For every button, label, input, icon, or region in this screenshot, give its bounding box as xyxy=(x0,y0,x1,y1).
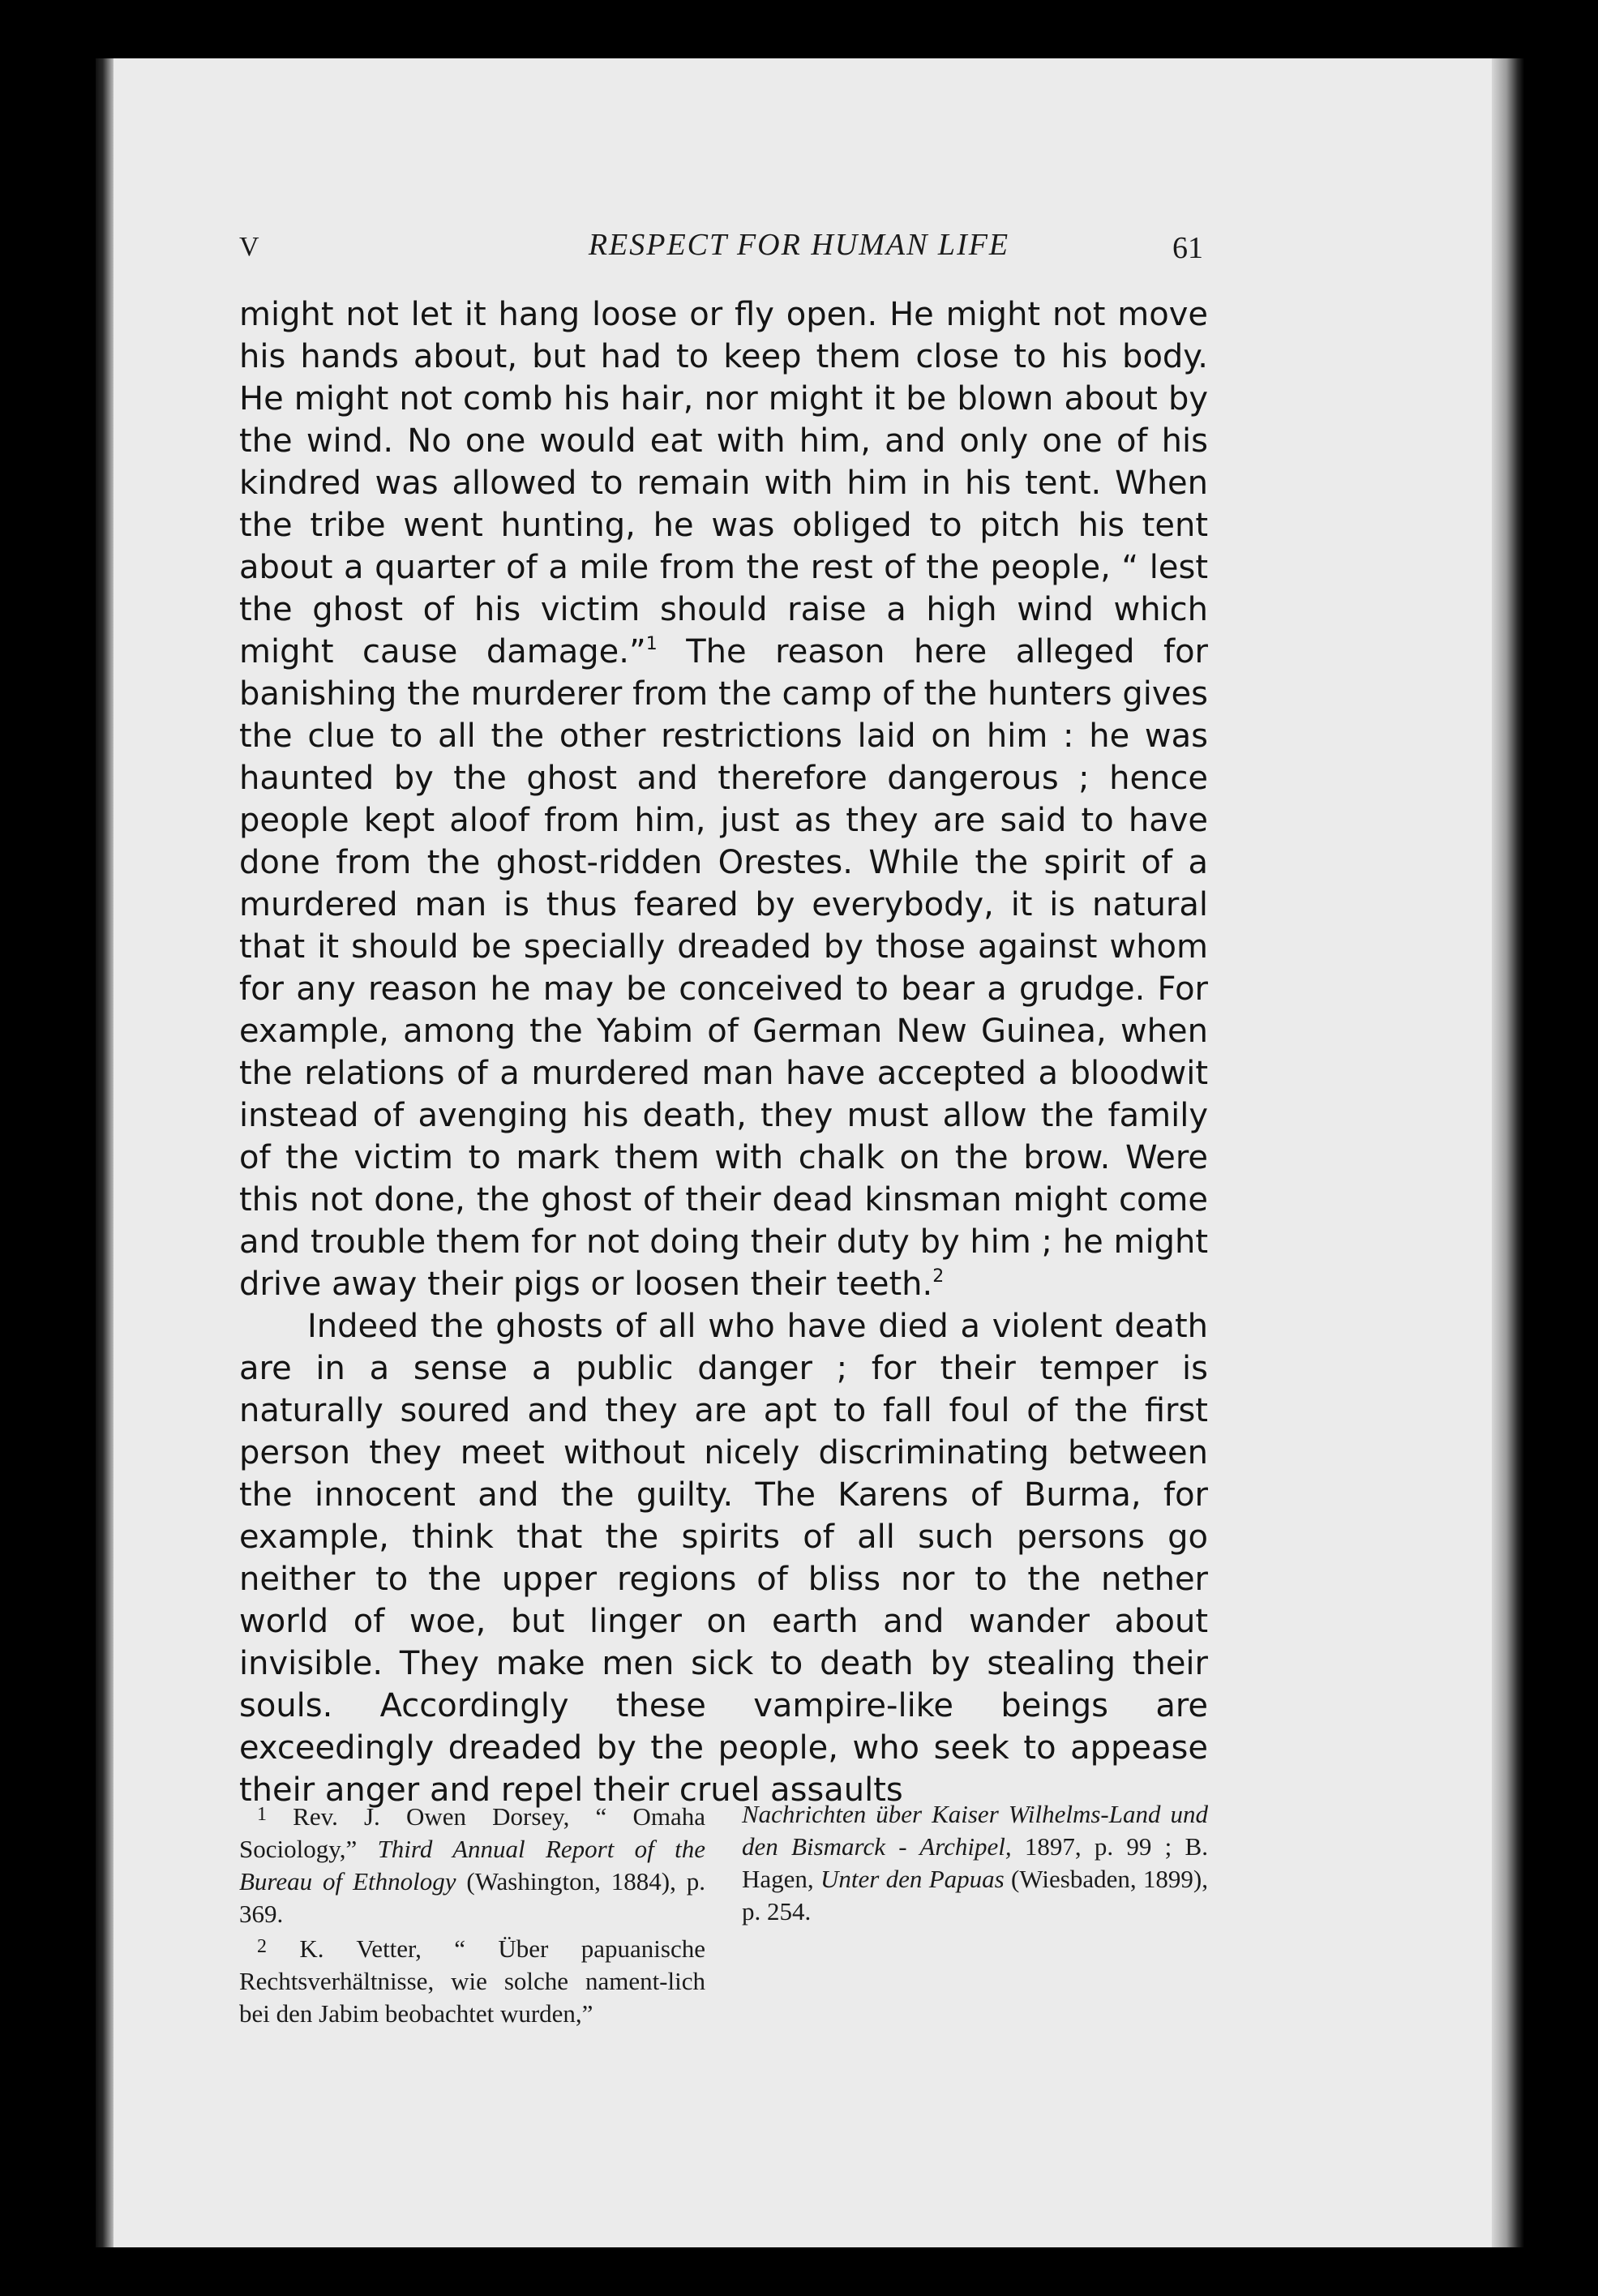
footnote-ref-2: 2 xyxy=(932,1266,945,1287)
paragraph-2: Indeed the ghosts of all who have died a violent death are in a sense a public danger ; for their temper is naturally soured and they are apt to fall foul of the first person they meet without nicely discriminating between the innocent and the guilty. The Karens of Burma, for example, think that the spirits of all such persons go neither to the upper regions of bliss nor to the nether world of woe, but linger on earth and wander about invisible. They make men sick to death by stealing their souls. Accordingly these vampire-like beings are exceedingly dreaded by the people, who seek to appease their anger and repel their cruel assaults xyxy=(239,1308,1208,1809)
footnotes-column-left xyxy=(239,1798,705,2030)
footnote-1-number: 1 xyxy=(257,1804,267,1825)
footnote-1-text-b: (Washington, 1884), p. 369. xyxy=(239,1867,705,1928)
paragraph-1-part-b: The reason here alleged for banishing the murderer from the camp of the hunters gives the clue to all the other restrictions laid on him : he was haunted by the ghost and therefore dangerous ; hence people kept aloof from him, just as they are said to have done from the ghost-ridden Orestes. While the spirit of a murdered man is thus feared by everybody, it is natural that it should be specially dreaded by those against whom for any reason he may be conceived to bear a grudge. For example, among the Yabim of German New Guinea, when the relations of a murdered man have accepted a bloodwit instead of avenging his death, they must allow the family of the victim to mark them with chalk on the brow. Were this not done, the ghost of their dead kinsman might come and trouble them for not doing their duty by him ; he might drive away their pigs or loosen their teeth. xyxy=(239,633,1208,1303)
paragraph-1 xyxy=(239,293,1208,1305)
footnote-2-text-b: 1897, p. 99 ; B. Hagen, xyxy=(742,1832,1208,1893)
footnote-ref-1: 1 xyxy=(645,634,658,654)
page-right-edge-shadow xyxy=(1492,58,1524,2247)
body-text xyxy=(239,293,1208,1811)
footnote-2-italic-title-1: Nachrichten über Kaiser Wilhelms-Land und den Bismarck - Archipel, xyxy=(742,1800,1208,1861)
page-number: 61 xyxy=(1172,231,1203,265)
footnote-1-text-a: Rev. J. Owen Dorsey, “ Omaha Sociology,” xyxy=(239,1802,705,1863)
footnote-1 xyxy=(239,1798,705,1930)
page-left-edge-shadow xyxy=(96,58,114,2247)
footnotes-column-right xyxy=(742,1798,1208,2030)
footnote-2-number: 2 xyxy=(257,1936,267,1957)
footnote-2-start xyxy=(239,1930,705,2030)
footnote-2-text-a: K. Vetter, “ Über papuanische Rechtsverhältnisse, wie solche nament-lich bei den Jabim beobachtet wurden,” xyxy=(239,1934,705,2028)
running-title: RESPECT FOR HUMAN LIFE xyxy=(588,228,1010,262)
chapter-number: V xyxy=(239,232,259,262)
running-head xyxy=(0,227,1598,276)
footnote-2-text-c: (Wiesbaden, 1899), p. 254. xyxy=(742,1865,1208,1925)
paragraph-1-part-a: might not let it hang loose or fly open. He might not move his hands about, but had to keep them close to his body. He might not comb his hair, nor might it be blown about by the wind. No one would eat with him, and only one of his kindred was allowed to remain with him in his tent. When the tribe went hunting, he was obliged to pitch his tent about a quarter of a mile from the rest of the people, “ lest the ghost of his victim should raise a high wind which might cause damage.” xyxy=(239,296,1208,670)
footnotes xyxy=(239,1798,1208,2030)
footnote-2-italic-title-2: Unter den Papuas xyxy=(820,1865,1005,1893)
footnote-2-continued xyxy=(742,1798,1208,1928)
footnote-1-italic-title: Third Annual Report of the Bureau of Ethnology xyxy=(239,1835,705,1895)
